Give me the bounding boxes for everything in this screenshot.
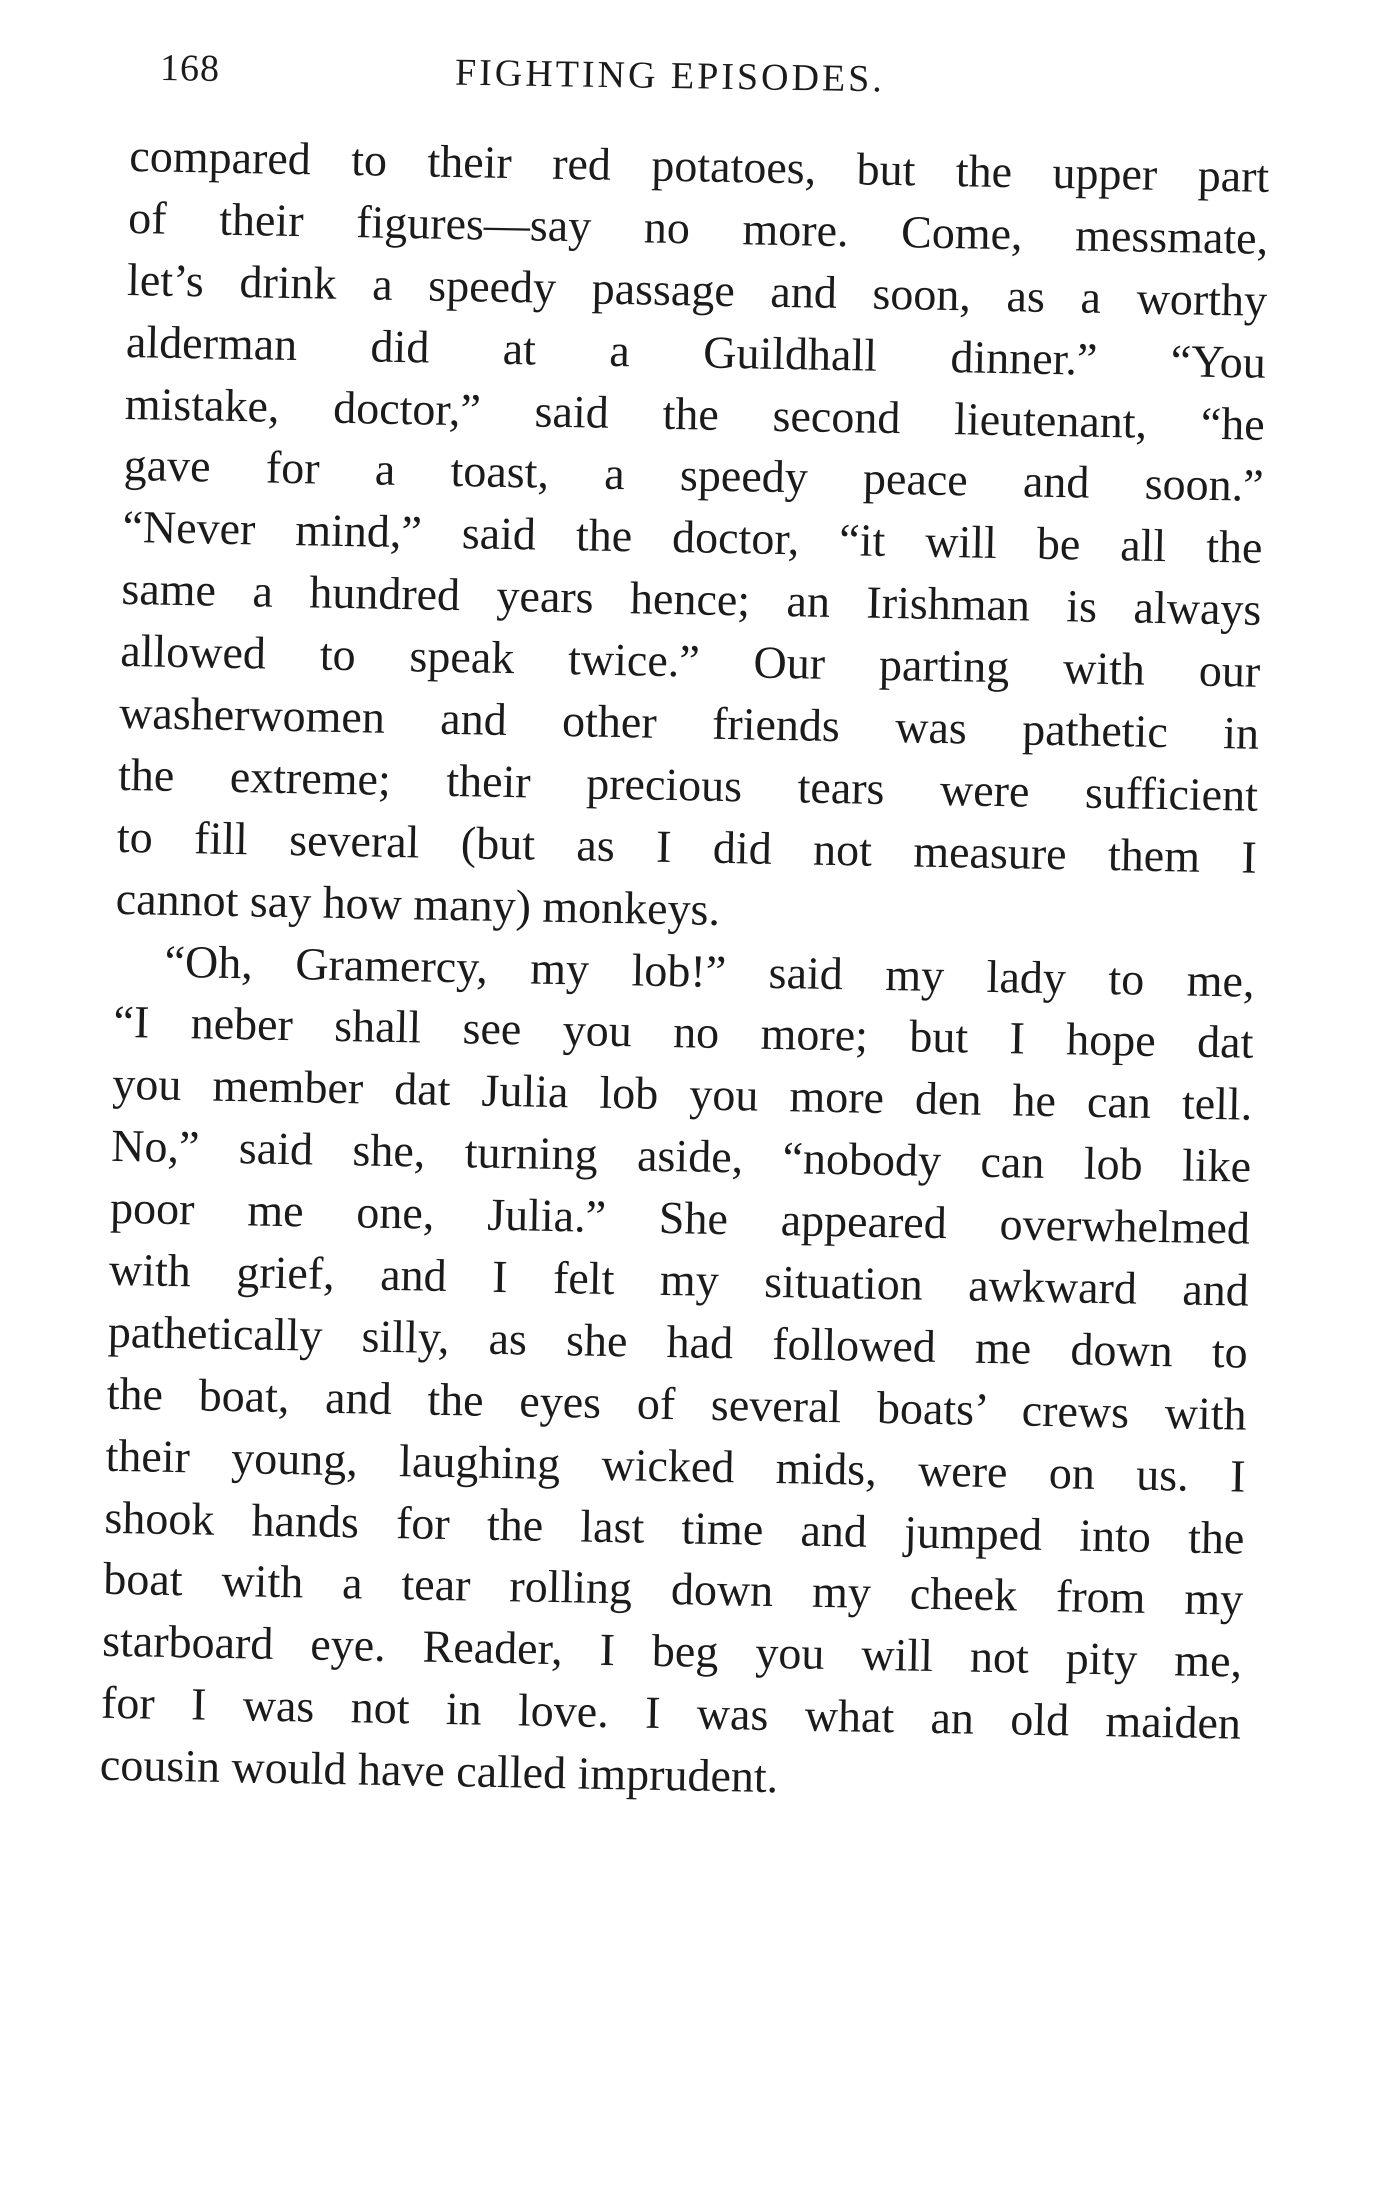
text-line: with grief, and I felt my situation awkward and — [108, 1243, 1250, 1316]
text-line: let’s drink a speedy passage and soon, as a worthy — [126, 253, 1268, 326]
text-line: “Oh, Gramercy, my lob!” said my lady to me, — [164, 935, 1255, 1007]
text-line: their young, laughing wicked mids, were on us. I — [105, 1429, 1246, 1502]
page-number: 168 — [159, 47, 221, 90]
page-header — [159, 40, 1260, 127]
text-line: boat with a tear rolling down my cheek from my — [102, 1553, 1244, 1626]
text-line: same a hundred years hence; an Irishman is always — [121, 563, 1262, 636]
paragraph-2 — [99, 929, 1255, 1816]
text-line: the extreme; their precious tears were sufficient — [117, 748, 1259, 821]
text-line: you member dat Julia lob you more den he can tell. — [111, 1058, 1253, 1131]
text-line: the boat, and the eyes of several boats’ crews with — [106, 1367, 1248, 1440]
text-line: mistake, doctor,” said the second lieutenant, “he — [124, 377, 1266, 450]
text-line: poor me one, Julia.” She appeared overwhelmed — [109, 1181, 1251, 1254]
text-line: to fill several (but as I did not measure them I — [116, 810, 1258, 883]
text-line: No,” said she, turning aside, “nobody can lob like — [110, 1120, 1252, 1192]
running-title: FIGHTING EPISODES. — [454, 51, 886, 101]
text-line: for I was not in love. I was what an old maiden — [100, 1677, 1242, 1749]
text-line: “Never mind,” said the doctor, “it will be all the — [122, 501, 1263, 574]
text-line: compared to their red potatoes, but the upper part — [128, 129, 1270, 202]
text-line: washerwomen and other friends was pathetic in — [118, 686, 1260, 759]
text-line: pathetically silly, as she had followed me down to — [107, 1305, 1249, 1378]
text-line: cannot say how many) monkeys. — [115, 872, 721, 935]
text-line: gave for a toast, a speedy peace and soon.” — [123, 439, 1265, 512]
text-line: starboard eye. Reader, I beg you will not pity me, — [101, 1615, 1243, 1688]
body-text — [99, 125, 1269, 1817]
text-line: cousin would have called imprudent. — [99, 1738, 779, 1803]
text-line: of their figures—say no more. Come, messmate, — [127, 191, 1269, 264]
text-line: “I neber shall see you no more; but I hope dat — [113, 996, 1254, 1069]
text-line: alderman did at a Guildhall dinner.” “You — [125, 315, 1267, 388]
text-line: allowed to speak twice.” Our parting with our — [119, 625, 1261, 697]
paragraph-1 — [115, 125, 1270, 950]
text-line: shook hands for the last time and jumped into the — [104, 1491, 1245, 1564]
